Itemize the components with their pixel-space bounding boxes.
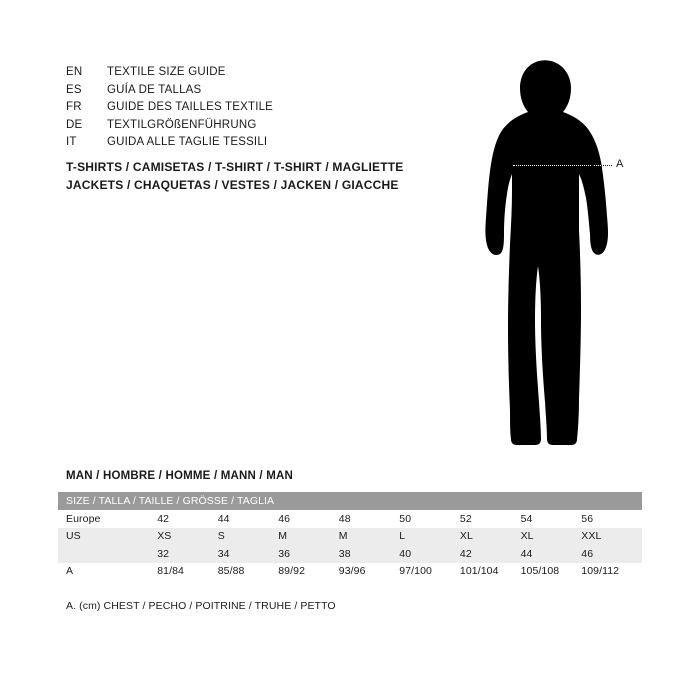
cell: 36 [278,545,339,563]
table-row [58,545,642,563]
row-label [58,545,157,563]
table-header-label: SIZE / TALLA / TAILLE / GRÖSSE / TAGLIA [58,492,642,510]
cell: 54 [521,510,582,528]
size-table [58,492,642,580]
row-label: US [58,528,157,546]
cell: 89/92 [278,563,339,581]
garment-type-list [66,160,404,196]
cell: XXL [581,528,642,546]
language-code: FR [66,101,82,113]
language-title: TEXTILE SIZE GUIDE [107,66,226,78]
language-title: GUÍA DE TALLAS [107,83,202,96]
cell: L [399,528,460,546]
cell: 42 [460,545,521,563]
table-row [58,510,642,528]
language-code: DE [66,118,83,131]
language-code: IT [66,136,77,148]
cell: 46 [581,545,642,563]
language-code: EN [66,66,83,78]
cell: 44 [521,545,582,563]
cell: S [218,528,279,546]
language-title: GUIDE DES TAILLES TEXTILE [107,101,274,113]
cell: XL [460,528,521,546]
table-group-title: MAN / HOMBRE / HOMME / MANN / MAN [66,470,294,482]
cell: 44 [218,510,279,528]
cell: XS [157,528,218,546]
garment-type: T-SHIRTS / CAMISETAS / T-SHIRT / T-SHIRT / MAGLIETTE [66,160,404,174]
silhouette-icon [455,58,645,448]
table-row [58,563,642,581]
cell: 81/84 [157,563,218,581]
row-label: Europe [58,510,157,528]
language-row [66,84,273,102]
cell: 52 [460,510,521,528]
language-row [66,119,273,137]
cell: 50 [399,510,460,528]
cell: 97/100 [399,563,460,581]
cell: M [278,528,339,546]
chest-measure-line-extension [592,165,612,167]
cell: 93/96 [339,563,400,581]
man-silhouette-illustration [455,58,645,448]
cell: XL [521,528,582,546]
cell: 56 [581,510,642,528]
cell: 85/88 [218,563,279,581]
garment-type: JACKETS / CHAQUETAS / VESTES / JACKEN / GIACCHE [66,178,399,192]
language-row [66,136,273,154]
table-header-row [58,492,642,510]
cell: 101/104 [460,563,521,581]
table-footnote: A. (cm) CHEST / PECHO / POITRINE / TRUHE / PETTO [66,600,336,612]
cell: M [339,528,400,546]
row-label: A [58,563,157,581]
cell: 42 [157,510,218,528]
cell: 46 [278,510,339,528]
cell: 32 [157,545,218,563]
language-row [66,101,273,119]
language-title: TEXTILGRÖßENFÜHRUNG [107,118,257,131]
cell: 105/108 [521,563,582,581]
cell: 109/112 [581,563,642,581]
chest-measure-label: A [616,158,624,170]
language-row [66,66,273,84]
language-list [66,66,273,154]
language-code: ES [66,83,82,96]
cell: 38 [339,545,400,563]
cell: 48 [339,510,400,528]
table-row [58,528,642,546]
cell: 34 [218,545,279,563]
language-title: GUIDA ALLE TAGLIE TESSILI [107,136,268,148]
cell: 40 [399,545,460,563]
